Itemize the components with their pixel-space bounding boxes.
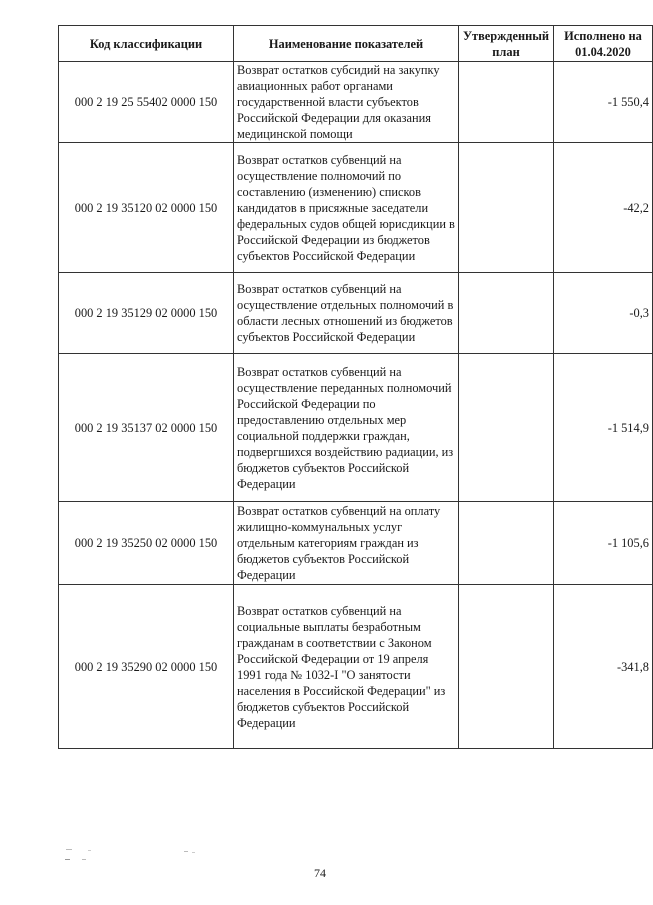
row-plan: [459, 143, 554, 273]
table-row: [59, 354, 653, 502]
row-code: 000 2 19 35120 02 0000 150: [59, 143, 234, 273]
row-plan: [459, 354, 554, 502]
table-row: [59, 143, 653, 273]
header-executed: Исполнено на 01.04.2020: [554, 26, 653, 62]
table-row: [59, 62, 653, 143]
row-executed: -0,3: [554, 273, 653, 354]
row-code: 000 2 19 35250 02 0000 150: [59, 502, 234, 585]
row-name: Возврат остатков субвенций на осуществление переданных полномочий Российской Федерации по предоставлению отдельных мер социальной поддержки граждан, подвергшихся воздействию радиации, из бюджетов субъектов Российской Федерации: [234, 354, 459, 502]
row-code: 000 2 19 35290 02 0000 150: [59, 585, 234, 749]
row-name: Возврат остатков субвенций на социальные выплаты безработным гражданам в соответствии с Законом Российской Федерации от 19 апреля 1991 года № 1032-I "О занятости населения в Российской Федерации" из бюджетов субъектов Российской Федерации: [234, 585, 459, 749]
row-name: Возврат остатков субвенций на оплату жилищно-коммунальных услуг отдельным категориям граждан из бюджетов субъектов Российской Федерации: [234, 502, 459, 585]
row-plan: [459, 273, 554, 354]
header-name: Наименование показателей: [234, 26, 459, 62]
table-row: [59, 502, 653, 585]
row-executed: -42,2: [554, 143, 653, 273]
row-executed: -1 105,6: [554, 502, 653, 585]
page-number: 74: [314, 866, 326, 880]
scan-specks: [64, 845, 214, 865]
row-plan: [459, 62, 554, 143]
table-row: [59, 585, 653, 749]
row-code: 000 2 19 35137 02 0000 150: [59, 354, 234, 502]
row-name: Возврат остатков субсидий на закупку авиационных работ органами государственной власти субъектов Российской Федерации для оказания медицинской помощи: [234, 62, 459, 143]
row-plan: [459, 502, 554, 585]
table-header-row: [59, 26, 653, 62]
row-executed: -1 550,4: [554, 62, 653, 143]
table-row: [59, 273, 653, 354]
row-executed: -1 514,9: [554, 354, 653, 502]
header-code: Код классификации: [59, 26, 234, 62]
row-code: 000 2 19 35129 02 0000 150: [59, 273, 234, 354]
row-name: Возврат остатков субвенций на осуществление полномочий по составлению (изменению) списков кандидатов в присяжные заседатели федеральных судов общей юрисдикции в Российской Федерации из бюджетов субъектов Российской Федерации: [234, 143, 459, 273]
header-plan: Утвержденный план: [459, 26, 554, 62]
row-name: Возврат остатков субвенций на осуществление отдельных полномочий в области лесных отношений из бюджетов субъектов Российской Федерации: [234, 273, 459, 354]
row-plan: [459, 585, 554, 749]
budget-table: [58, 25, 653, 749]
row-code: 000 2 19 25 55402 0000 150: [59, 62, 234, 143]
row-executed: -341,8: [554, 585, 653, 749]
